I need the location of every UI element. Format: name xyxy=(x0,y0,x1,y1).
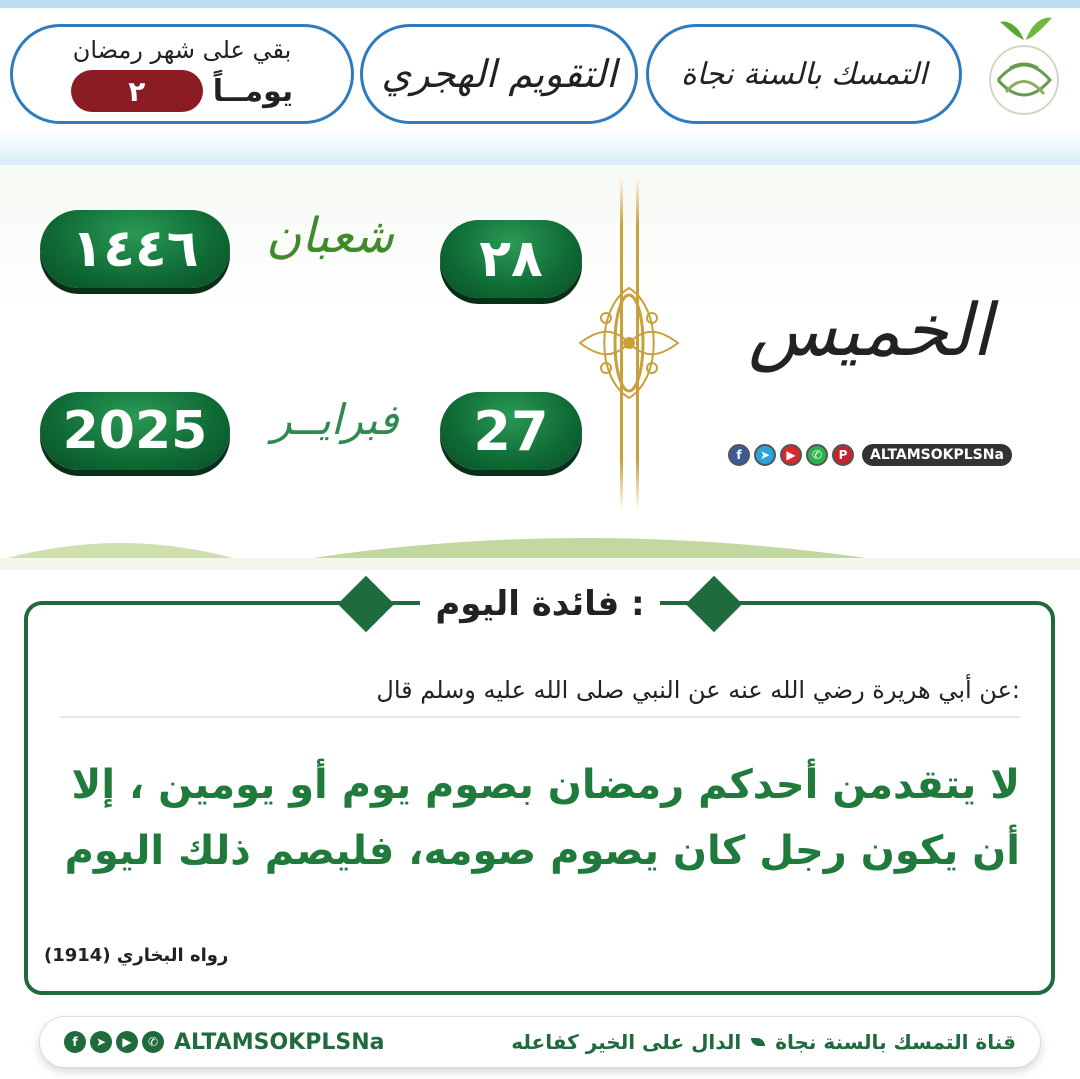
countdown-unit: يومــاً xyxy=(212,73,294,109)
hijri-calendar-pill xyxy=(360,24,638,124)
hijri-year: ١٤٤٦ xyxy=(40,210,230,288)
countdown-row xyxy=(71,70,293,112)
gregorian-month: فبرايــر xyxy=(271,395,399,444)
footer-social xyxy=(64,1030,384,1055)
facebook-icon[interactable]: f xyxy=(64,1031,86,1053)
hadith-text: لا يتقدمن أحدكم رمضان بصوم يوم أو يومين ، إلا أن يكون رجل كان يصوم صومه، فليصم ذلك اليوم xyxy=(64,762,1020,874)
footer-text xyxy=(511,1030,1016,1054)
hadith-source: رواه البخاري (1914) xyxy=(44,945,229,966)
weekday: الخميس xyxy=(748,288,992,372)
footer-handle[interactable]: ALTAMSOKPLSNa xyxy=(174,1029,385,1055)
hijri-calendar-label: التقويم الهجري xyxy=(381,52,617,96)
countdown-value: ٢ xyxy=(71,70,203,112)
footer-channel: قناة التمسك بالسنة نجاة xyxy=(775,1030,1016,1054)
footer-slogan: الدال على الخير كفاعله xyxy=(511,1030,742,1054)
whatsapp-icon[interactable]: ✆ xyxy=(806,444,828,466)
telegram-icon[interactable]: ➤ xyxy=(90,1031,112,1053)
facebook-icon[interactable]: f xyxy=(728,444,750,466)
hadith-isnad: عن أبي هريرة رضي الله عنه عن النبي صلى الله عليه وسلم قال: xyxy=(60,676,1020,718)
hijri-day: ٢٨ xyxy=(440,220,582,298)
gregorian-year: 2025 xyxy=(40,392,230,470)
countdown-label: بقي على شهر رمضان xyxy=(72,36,292,64)
leaf-icon xyxy=(751,1038,765,1046)
telegram-icon[interactable]: ➤ xyxy=(754,444,776,466)
hills-decoration xyxy=(0,520,1080,570)
gregorian-day: 27 xyxy=(440,392,582,470)
social-handle[interactable]: ALTAMSOKPLSNa xyxy=(862,444,1012,466)
hijri-month: شعبان xyxy=(266,208,394,264)
youtube-icon[interactable]: ▶ xyxy=(780,444,802,466)
social-links xyxy=(728,444,1012,466)
pinterest-icon[interactable]: P xyxy=(832,444,854,466)
channel-name-pill xyxy=(646,24,962,124)
top-strip xyxy=(0,0,1080,8)
footer-bar xyxy=(40,1017,1040,1067)
youtube-icon[interactable]: ▶ xyxy=(116,1031,138,1053)
whatsapp-icon[interactable]: ✆ xyxy=(142,1031,164,1053)
ramadan-countdown xyxy=(10,24,354,124)
gold-ornament-icon xyxy=(576,268,682,418)
channel-name: التمسك بالسنة نجاة xyxy=(680,56,928,92)
benefit-title: فائدة اليوم : xyxy=(420,578,660,630)
channel-logo-icon xyxy=(978,10,1070,118)
